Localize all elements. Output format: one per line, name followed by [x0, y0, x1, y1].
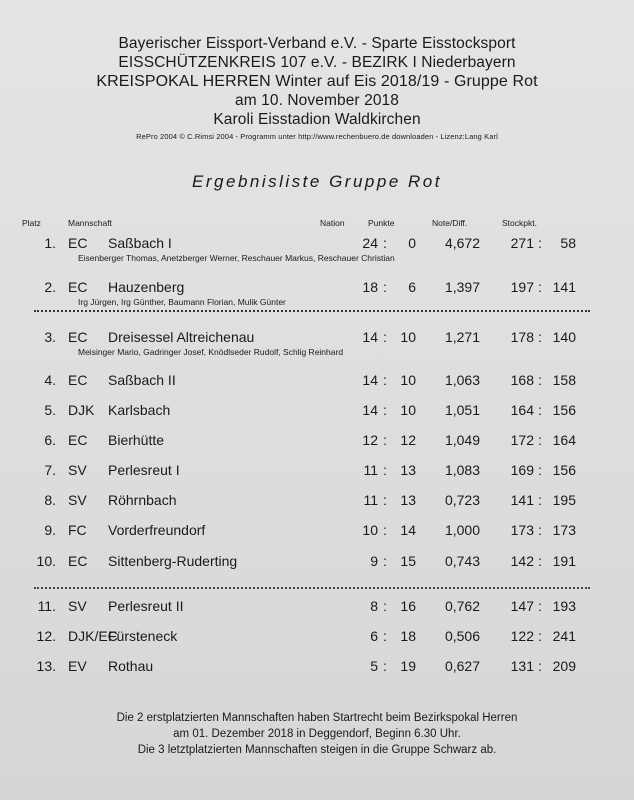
club-prefix: FC: [68, 522, 87, 538]
rank: 4.: [44, 372, 56, 388]
table-row: [0, 402, 634, 424]
club-prefix: EV: [68, 658, 87, 674]
team-name: Saßbach II: [108, 372, 176, 388]
note-value: 1,051: [444, 402, 480, 418]
stock-against: 209: [552, 658, 576, 674]
team-name: Sittenberg-Ruderting: [108, 553, 238, 569]
team-name: Perlesreut I: [108, 462, 180, 478]
stock-for: 122: [510, 628, 534, 644]
team-name: Vorderfreundorf: [108, 522, 206, 538]
table-row: [0, 462, 634, 484]
stock-for: 147: [510, 598, 534, 614]
rank: 7.: [44, 462, 56, 478]
column-header-mannschaft: Mannschaft: [68, 218, 112, 228]
footer-line: am 01. Dezember 2018 in Deggendorf, Beginn 6.30 Uhr.: [173, 728, 461, 740]
club-prefix: EC: [68, 432, 88, 448]
points-against: 12: [400, 432, 416, 448]
note-value: 4,672: [444, 235, 480, 251]
table-row: [0, 279, 634, 307]
stock-separator: :: [538, 235, 542, 251]
table-row: [0, 628, 634, 650]
note-value: 0,506: [444, 628, 480, 644]
team-name: Bierhütte: [108, 432, 165, 448]
stock-separator: :: [538, 553, 542, 569]
date-line: am 10. November 2018: [235, 92, 399, 109]
points-against: 18: [400, 628, 416, 644]
points-for: 14: [362, 372, 378, 388]
stock-for: 141: [510, 492, 534, 508]
rank: 11.: [37, 598, 56, 614]
column-header-stockpkt: Stockpkt.: [502, 218, 537, 228]
points-separator: :: [383, 553, 387, 569]
stock-against: 158: [552, 372, 576, 388]
stock-against: 191: [552, 553, 576, 569]
rank: 1.: [44, 235, 56, 251]
note-value: 1,049: [444, 432, 480, 448]
stock-against: 156: [552, 462, 576, 478]
rank: 3.: [44, 329, 56, 345]
qualification-divider: [34, 310, 590, 312]
club-prefix: SV: [68, 598, 87, 614]
relegation-divider: [34, 587, 590, 589]
stock-against: 195: [552, 492, 576, 508]
points-against: 16: [400, 598, 416, 614]
points-separator: :: [383, 598, 387, 614]
team-name: Röhrnbach: [108, 492, 177, 508]
stock-for: 172: [510, 432, 534, 448]
points-separator: :: [383, 402, 387, 418]
points-for: 11: [363, 492, 378, 508]
stock-against: 156: [552, 402, 576, 418]
points-separator: :: [383, 492, 387, 508]
points-against: 10: [400, 329, 416, 345]
points-for: 5: [370, 658, 378, 674]
points-against: 0: [408, 235, 416, 251]
club-prefix: SV: [68, 492, 87, 508]
club-prefix: DJK: [68, 402, 95, 418]
points-separator: :: [383, 658, 387, 674]
stock-for: 164: [510, 402, 534, 418]
points-separator: :: [383, 235, 387, 251]
points-for: 10: [362, 522, 378, 538]
team-name: Saßbach I: [108, 235, 172, 251]
note-value: 1,083: [444, 462, 480, 478]
district-line: EISSCHÜTZENKREIS 107 e.V. - BEZIRK I Niederbayern: [118, 54, 516, 71]
points-against: 19: [400, 658, 416, 674]
table-row: [0, 432, 634, 454]
footer-line: Die 2 erstplatzierten Mannschaften haben Startrecht beim Bezirkspokal Herren: [116, 712, 518, 724]
column-header-punkte: Punkte: [368, 218, 395, 228]
table-row: [0, 522, 634, 544]
stock-for: 142: [510, 553, 534, 569]
points-for: 8: [370, 598, 378, 614]
stock-separator: :: [538, 329, 542, 345]
points-against: 15: [400, 553, 416, 569]
note-value: 1,000: [444, 522, 480, 538]
rank: 13.: [36, 658, 56, 674]
team-name: Hauzenberg: [108, 279, 185, 295]
document-header: [0, 34, 634, 141]
team-players: Eisenberger Thomas, Anetzberger Werner, Reschauer Markus, Reschauer Christian: [78, 253, 395, 263]
note-value: 0,627: [444, 658, 480, 674]
stock-separator: :: [538, 372, 542, 388]
stock-separator: :: [538, 658, 542, 674]
footer-notes: [0, 710, 634, 758]
stock-for: 271: [510, 235, 534, 251]
stock-separator: :: [538, 492, 542, 508]
club-prefix: SV: [68, 462, 87, 478]
points-against: 13: [400, 462, 416, 478]
points-against: 13: [400, 492, 416, 508]
stock-against: 173: [552, 522, 576, 538]
points-for: 24: [362, 235, 378, 251]
rank: 12.: [36, 628, 56, 644]
table-row: [0, 598, 634, 620]
points-against: 10: [400, 402, 416, 418]
rank: 2.: [44, 279, 56, 295]
team-name: Dreisessel Altreichenau: [108, 329, 255, 345]
stock-separator: :: [538, 432, 542, 448]
team-players: Irg Jürgen, Irg Günther, Baumann Florian, Mulik Günter: [78, 297, 286, 307]
points-separator: :: [383, 462, 387, 478]
points-for: 18: [362, 279, 378, 295]
points-for: 11: [363, 462, 378, 478]
stock-for: 169: [510, 462, 534, 478]
note-value: 1,397: [444, 279, 480, 295]
club-prefix: EC: [68, 329, 88, 345]
points-separator: :: [383, 432, 387, 448]
column-header-nation: Nation: [320, 218, 345, 228]
points-separator: :: [383, 329, 387, 345]
note-value: 0,762: [444, 598, 480, 614]
rank: 5.: [44, 402, 56, 418]
column-header-platz: Platz: [22, 218, 41, 228]
team-name: Rothau: [108, 658, 154, 674]
note-value: 1,271: [444, 329, 480, 345]
points-separator: :: [383, 522, 387, 538]
note-value: 0,743: [444, 553, 480, 569]
points-against: 10: [400, 372, 416, 388]
points-for: 14: [362, 402, 378, 418]
rank: 8.: [44, 492, 56, 508]
stock-separator: :: [538, 279, 542, 295]
stock-against: 58: [560, 235, 576, 251]
stock-separator: :: [538, 522, 542, 538]
stock-against: 141: [552, 279, 576, 295]
table-row: [0, 492, 634, 514]
federation-line: Bayerischer Eissport-Verband e.V. - Sparte Eisstocksport: [118, 35, 516, 52]
stock-against: 241: [552, 628, 576, 644]
stock-against: 193: [552, 598, 576, 614]
rank: 9.: [44, 522, 56, 538]
points-for: 12: [362, 432, 378, 448]
stock-against: 140: [552, 329, 576, 345]
stock-separator: :: [538, 598, 542, 614]
note-value: 0,723: [444, 492, 480, 508]
team-name: Fürsteneck: [108, 628, 178, 644]
stock-for: 131: [510, 658, 534, 674]
stock-separator: :: [538, 462, 542, 478]
footer-line: Die 3 letztplatzierten Mannschaften steigen in die Gruppe Schwarz ab.: [137, 744, 497, 756]
column-header-note: Note/Diff.: [432, 218, 468, 228]
team-name: Perlesreut II: [108, 598, 184, 614]
stock-separator: :: [538, 402, 542, 418]
club-prefix: DJK/EC: [68, 628, 118, 644]
table-row: [0, 372, 634, 394]
rank: 10.: [36, 553, 56, 569]
club-prefix: EC: [68, 553, 88, 569]
club-prefix: EC: [68, 235, 88, 251]
points-for: 9: [370, 553, 378, 569]
team-players: Meisinger Mario, Gadringer Josef, Knödlseder Rudolf, Schlig Reinhard: [78, 347, 344, 357]
table-row: [0, 329, 634, 357]
stock-for: 168: [510, 372, 534, 388]
stock-separator: :: [538, 628, 542, 644]
points-for: 6: [370, 628, 378, 644]
venue-line: Karoli Eisstadion Waldkirchen: [213, 111, 421, 128]
club-prefix: EC: [68, 372, 88, 388]
page-title: Ergebnisliste Gruppe Rot: [192, 172, 442, 191]
table-row: [0, 553, 634, 575]
points-against: 14: [400, 522, 416, 538]
stock-for: 178: [510, 329, 534, 345]
points-against: 6: [408, 279, 416, 295]
rank: 6.: [44, 432, 56, 448]
table-row: [0, 235, 634, 263]
points-separator: :: [383, 279, 387, 295]
team-name: Karlsbach: [108, 402, 171, 418]
points-separator: :: [383, 628, 387, 644]
cup-line: KREISPOKAL HERREN Winter auf Eis 2018/19 - Gruppe Rot: [96, 73, 538, 90]
stock-for: 197: [510, 279, 534, 295]
points-separator: :: [383, 372, 387, 388]
table-row: [0, 658, 634, 680]
stock-against: 164: [552, 432, 576, 448]
note-value: 1,063: [444, 372, 480, 388]
credits-line: RePro 2004 © C.Rimsi 2004 - Programm unter http://www.rechenbuero.de downloaden - Lizenz:Lang Karl: [136, 132, 498, 141]
stock-for: 173: [510, 522, 534, 538]
points-for: 14: [362, 329, 378, 345]
club-prefix: EC: [68, 279, 88, 295]
